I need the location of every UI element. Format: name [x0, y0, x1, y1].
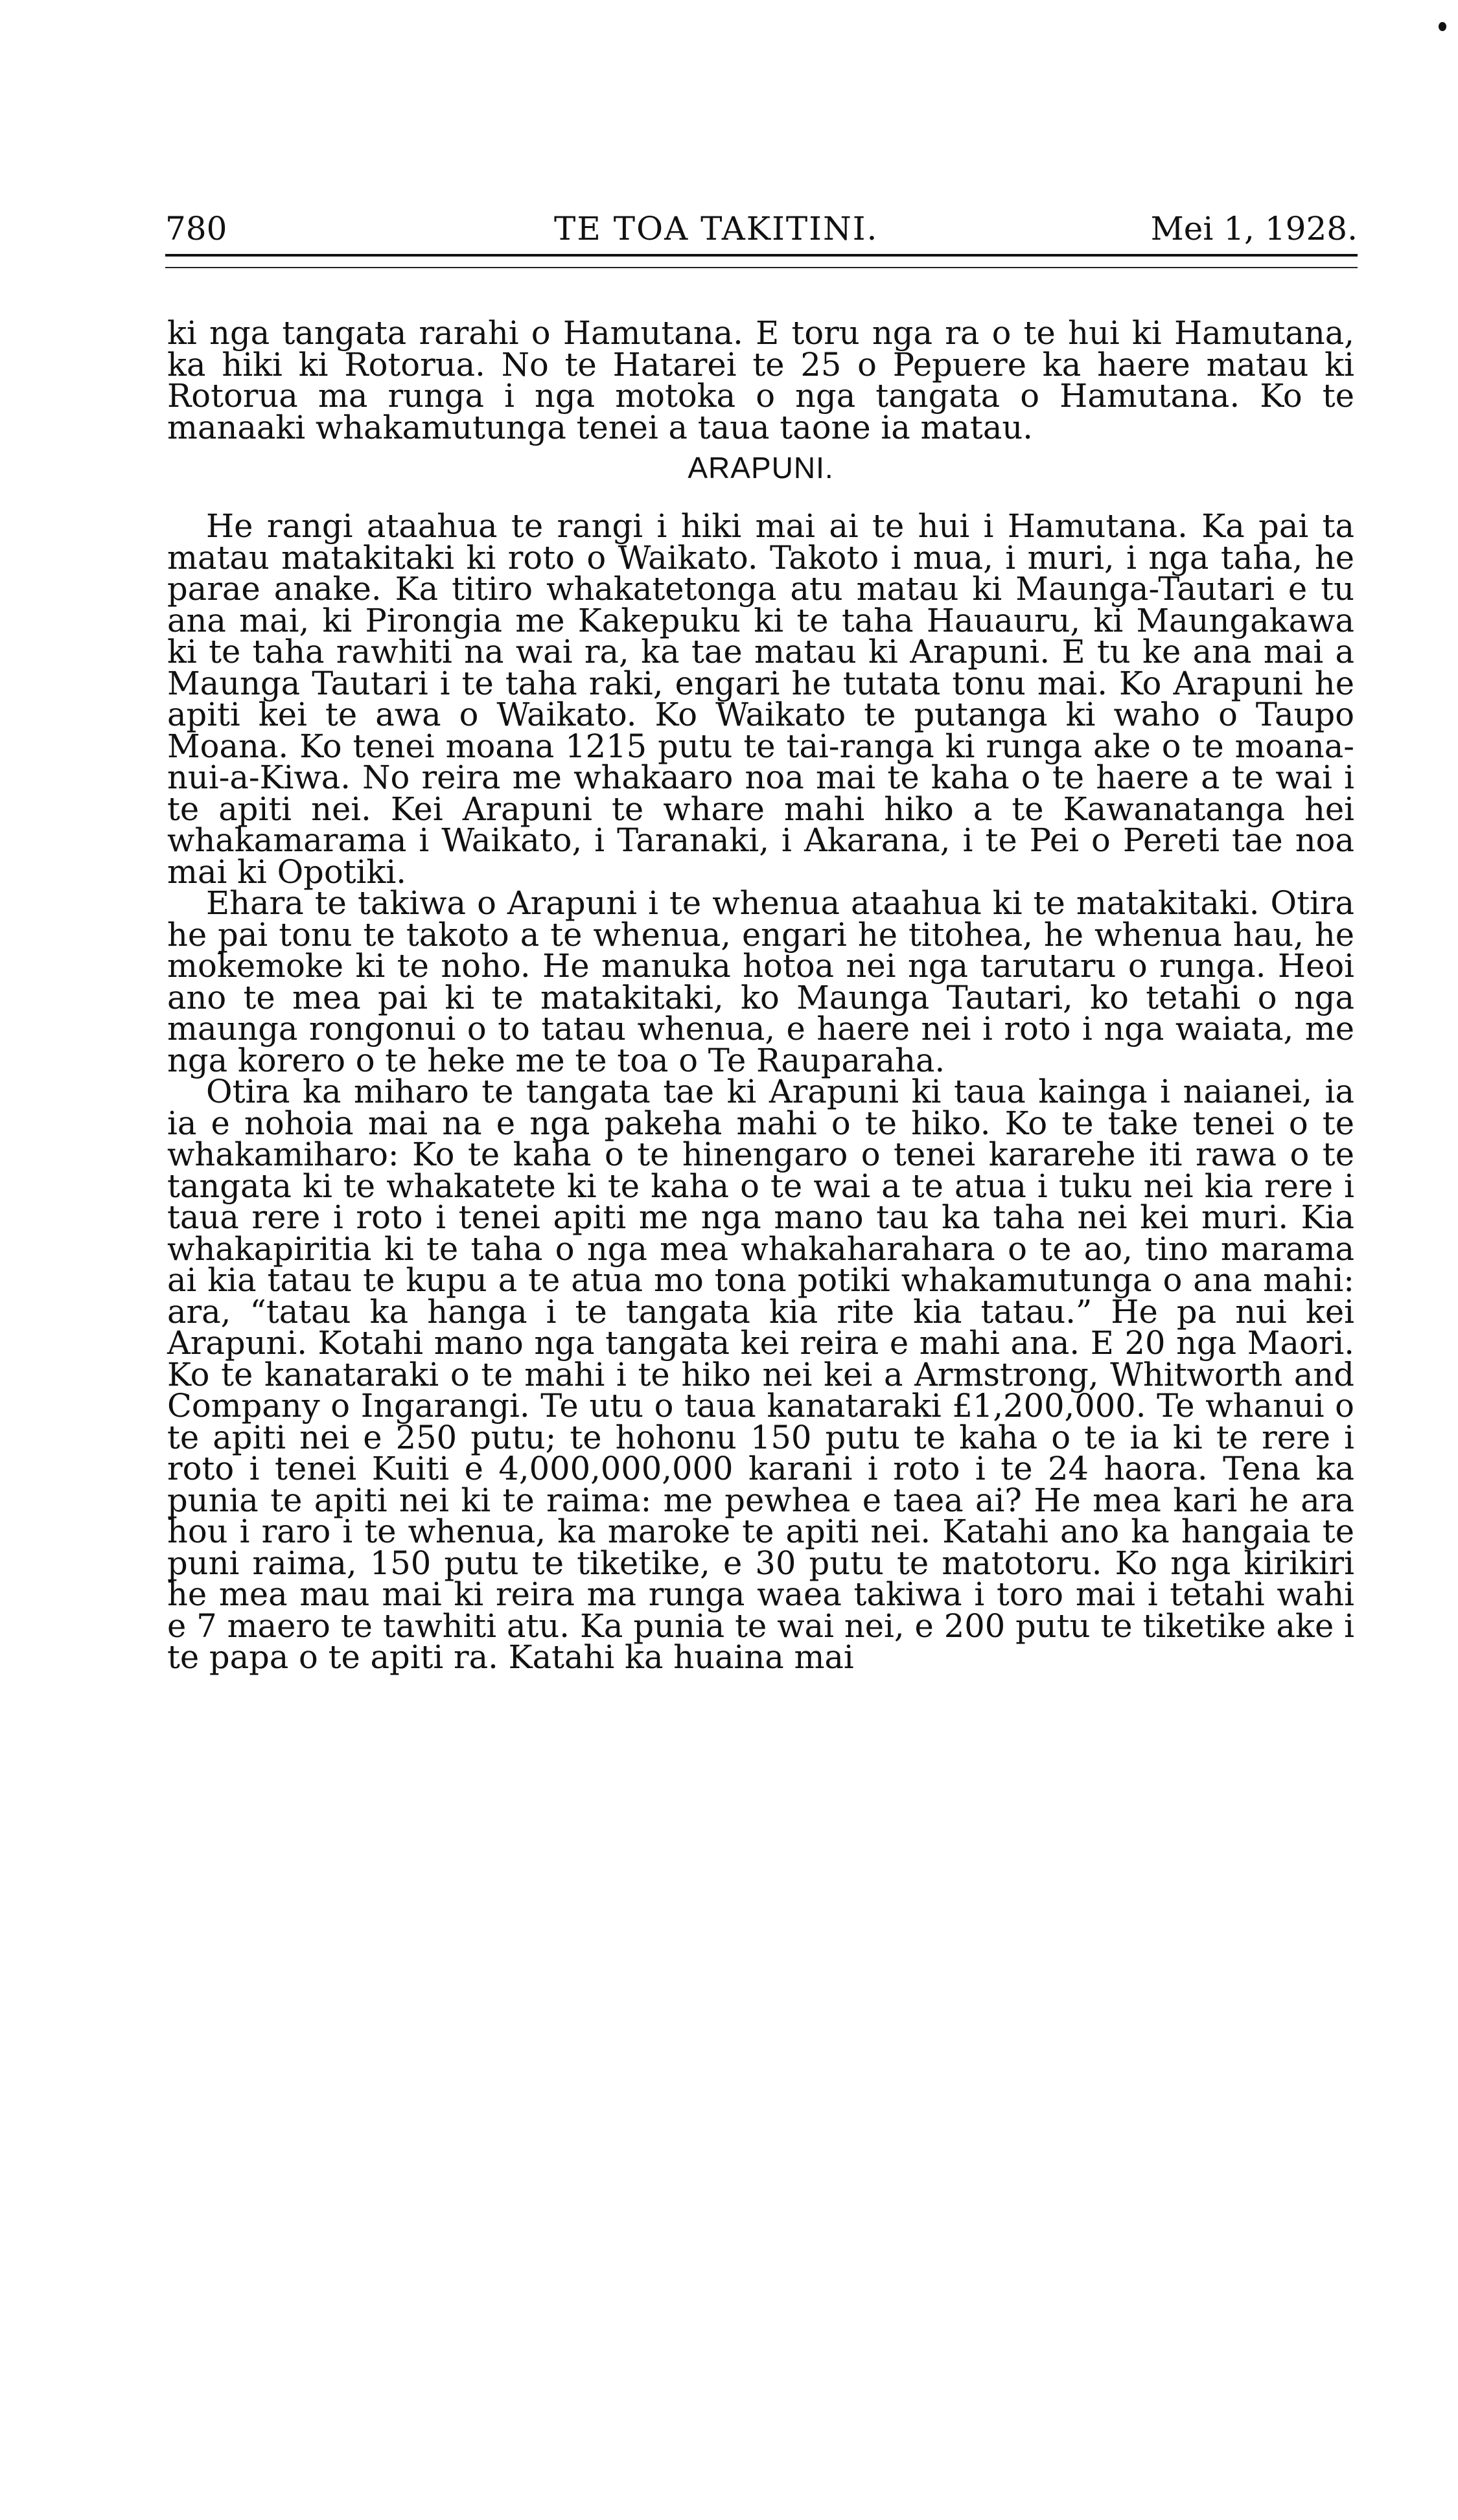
header-rule-thin [165, 267, 1358, 268]
paragraph: Otira ka miharo te tangata tae ki Arapuni ki taua kainga i naianei, ia ia e nohoia mai na e nga pakeha mahi o te hiko. Ko te take tenei o te whakamiharo: Ko te kaha o te hinengaro o tenei kararehe iti rawa o te tangata ki te whakatete ki te kaha o te wai a te atua i tuku nei kia rere i taua rere i roto i tenei apiti me nga mano tau ka taha nei kei muri. Kia whakapiritia ki te taha o nga mea whakaharahara o te ao, tino marama ai kia tatau te kupu a te atua mo tona potiki whakamutunga o ana mahi: ara, “tatau ka hanga i te tangata kia rite kia tatau.” He pa nui kei Arapuni. Kotahi mano nga tangata kei reira e mahi ana. E 20 nga Maori. Ko te kanataraki o te mahi i te hiko nei kei a Armstrong, Whitworth and Company o Ingarangi. Te utu o taua kanataraki £1,200,000. Te whanui o te apiti nei e 250 putu; te hohonu 150 putu te kaha o te ia ki te rere i roto i tenei Kuiti e 4,000,000,000 karani i roto i te 24 haora. Tena ka punia te apiti nei ki te raima: me pewhea e taea ai? He mea kari he ara hou i raro i te whenua, ka maroke te apiti nei. Katahi ano ka hangaia te puni raima, 150 putu te tiketike, e 30 putu te matotoru. Ko nga kirikiri he mea mau mai ki reira ma runga waea takiwa i toro mai i tetahi wahi e 7 maero te tawhiti atu. Ka punia te wai nei, e 200 putu te tiketike ake i te papa o te apiti ra. Katahi ka huaina mai [167, 1073, 1354, 1676]
issue-date: Mei 1, 1928. [1150, 210, 1358, 247]
journal-title: TE TOA TAKITINI. [554, 210, 879, 247]
page-number: 780 [165, 210, 227, 247]
article-body [167, 314, 1354, 1676]
paragraph: Ehara te takiwa o Arapuni i te whenua ataahua ki te matakitaki. Otira he pai tonu te takoto a te whenua, engari he titohea, he whenua hau, he mokemoke ki te noho. He manuka hotoa nei nga tarutaru o runga. Heoi ano te mea pai ki te matakitaki, ko Maunga Tautari, ko tetahi o nga maunga rongonui o to tatau whenua, e haere nei i roto i nga waiata, me nga korero o te heke me te toa o Te Rauparaha. [167, 884, 1354, 1079]
header-rule [165, 254, 1358, 257]
section-heading: ARAPUNI. [688, 451, 834, 485]
paragraph: He rangi ataahua te rangi i hiki mai ai te hui i Hamutana. Ka pai ta matau matakitaki ki roto o Waikato. Takoto i mua, i muri, i nga taha, he parae anake. Ka titiro whakatetonga atu matau ki Maunga-Tautari e tu ana mai, ki Pirongia me Kakepuku ki te taha Hauauru, ki Maungakawa ki te taha rawhiti na wai ra, ka tae matau ki Arapuni. E tu ke ana mai a Maunga Tautari i te taha raki, engari he tutata tonu mai. Ko Arapuni he apiti kei te awa o Waikato. Ko Waikato te putanga ki waho o Taupo Moana. Ko tenei moana 1215 putu te tai-ranga ki runga ake o te moana-nui-a-Kiwa. No reira me whakaaro noa mai te kaha o te haere a te wai i te apiti nei. Kei Arapuni te whare mahi hiko a te Kawanatanga hei whakamarama i Waikato, i Taranaki, i Akarana, i te Pei o Pereti tae noa mai ki Opotiki. [167, 507, 1354, 891]
paragraph-continued: ki nga tangata rarahi o Hamutana. E toru nga ra o te hui ki Hamutana, ka hiki ki Rotorua. No te Hatarei te 25 o Pepuere ka haere matau ki Rotorua ma runga i nga motoka o nga tangata o Hamutana. Ko te manaaki whakamutunga tenei a taua taone ia matau. [167, 314, 1354, 446]
running-header [165, 206, 1358, 251]
ink-speck [1439, 22, 1446, 31]
